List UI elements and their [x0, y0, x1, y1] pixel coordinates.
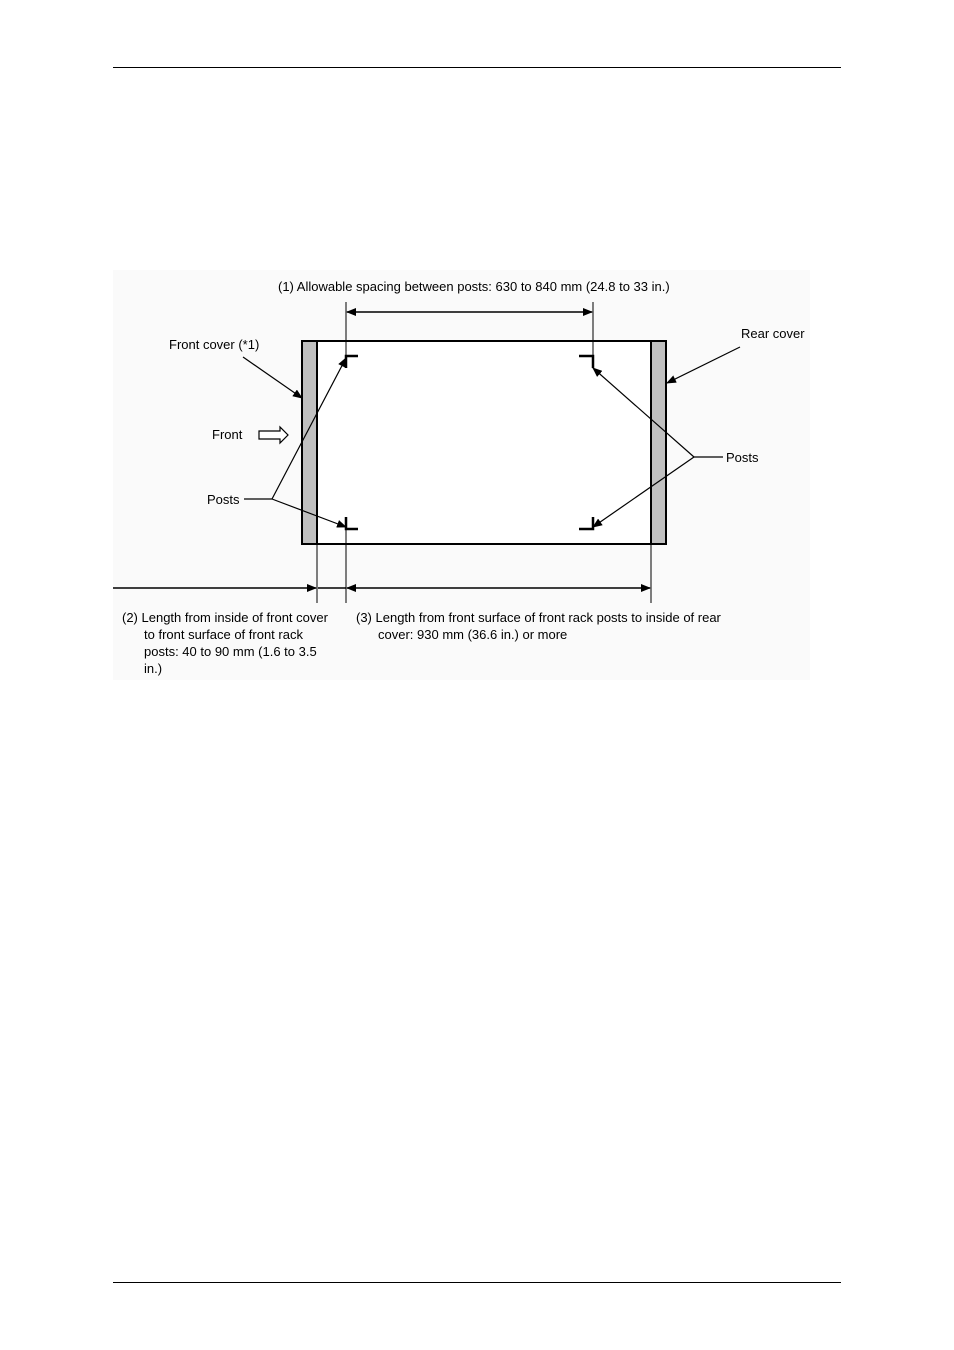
length2-label: (2) Length from inside of front cover to front surface of front rack posts: 40 to 90 mm (1.6 to 3.5 in.)	[122, 610, 328, 676]
spacing-label: (1) Allowable spacing between posts: 630 to 840 mm (24.8 to 33 in.)	[278, 279, 670, 294]
front-label: Front	[212, 427, 243, 442]
posts-right-label: Posts	[726, 450, 759, 465]
rear-cover	[651, 341, 666, 544]
front-arrow-icon	[259, 427, 288, 443]
posts-left-label: Posts	[207, 492, 240, 507]
length3-label: (3) Length from front surface of front rack posts to inside of rear cover: 930 mm (36.6 in.) or more	[356, 610, 721, 642]
rear-cover-leader	[667, 347, 740, 383]
rear-cover-label: Rear cover	[741, 326, 805, 341]
front-cover-label: Front cover (*1)	[169, 337, 260, 352]
front-cover-leader	[243, 357, 302, 398]
